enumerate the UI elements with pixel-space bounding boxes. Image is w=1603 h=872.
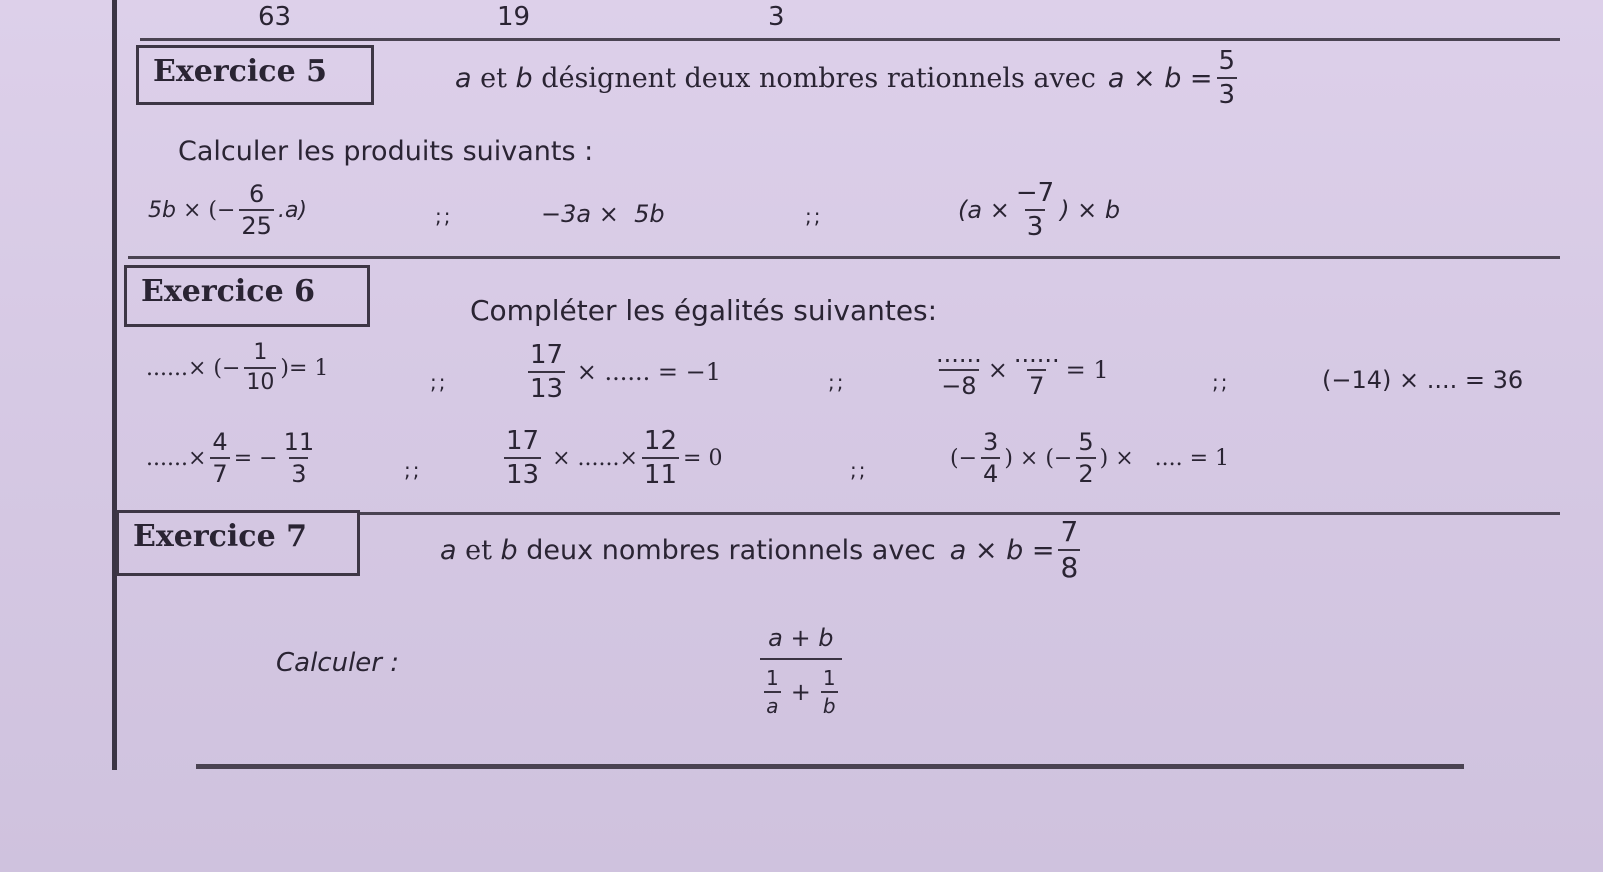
ex5-p3-frac: $\frac{-7}{3}$ (1015, 178, 1055, 242)
ex6-title: Exercice 6 (141, 274, 315, 309)
ex7-intro-text: deux nombres rationnels avec (526, 534, 936, 566)
left-border (112, 0, 117, 770)
ex7-expression: a + b $\frac{1}{a}$ + $\frac{1}{b}$ (760, 624, 842, 716)
ex6-sep-2: ;; (828, 370, 846, 394)
ex5-title-box (136, 45, 374, 105)
divider-ex5 (128, 256, 1560, 259)
ex6-title-box (124, 265, 370, 327)
var-a: a (455, 62, 472, 94)
ex6-sep-4: ;; (404, 458, 422, 482)
ex7-instruction: Calculer : (276, 648, 400, 678)
ex6-eq-3: $\frac{......}{-8}$ × $\frac{......}{7}$ = 1 (936, 340, 1109, 400)
ex6-eq-6: $\frac{17}{13}$ × ...... × $\frac{12}{11}$ = 0 (506, 426, 723, 490)
ex7-cond-frac: $\frac{7}{8}$ (1060, 515, 1079, 584)
ex5-product-1: 5b × (− $\frac{6}{25}$ .a) (148, 180, 308, 240)
ex7-numerator: a + b (768, 624, 834, 652)
ex6-eq-2: $\frac{17}{13}$ × ...... = −1 (530, 340, 722, 404)
ex7-title-box (116, 510, 360, 576)
ex6-sep-5: ;; (850, 458, 868, 482)
ex6-eq-5: ...... × $\frac{4}{7}$ = − $\frac{11}{3}$ (146, 428, 315, 488)
ex6-eq-4: (−14) × .... = 36 (1322, 366, 1524, 394)
var-b: b (515, 62, 533, 94)
ex5-title: Exercice 5 (153, 54, 327, 89)
ex6-eq-7: (− $\frac{3}{4}$ ) × (− $\frac{5}{2}$ ) × .... = 1 (950, 428, 1230, 488)
top-number-3: 3 (768, 2, 785, 32)
ex6-eq-1: ...... × (− $\frac{1}{10}$ )= 1 (146, 340, 329, 395)
ex5-cond-frac: $\frac{5}{3}$ (1218, 46, 1236, 110)
ex5-intro-text: désignent deux nombres rationnels avec (541, 62, 1096, 94)
ex6-sep-3: ;; (1212, 370, 1230, 394)
ex5-instruction: Calculer les produits suivants : (178, 136, 594, 167)
ex5-sep-1: ;; (435, 204, 453, 228)
divider-bottom (196, 764, 1464, 769)
ex7-title: Exercice 7 (133, 519, 307, 554)
ex6-sep-1: ;; (430, 370, 448, 394)
ex5-sep-2: ;; (805, 204, 823, 228)
ex5-product-3: (a × $\frac{-7}{3}$ ) × b (958, 178, 1121, 242)
ex5-product-2: −3a × 5b (541, 200, 665, 228)
divider-top (140, 38, 1560, 41)
ex5-p1-frac: $\frac{6}{25}$ (241, 180, 272, 240)
top-number-2: 19 (497, 2, 531, 32)
top-number-1: 63 (258, 2, 292, 32)
ex7-intro: a et b deux nombres rationnels avec a × b = $\frac{7}{8}$ (440, 515, 1079, 584)
ex5-intro: a et b désignent deux nombres rationnels avec a × b = $\frac{5}{3}$ (455, 46, 1236, 110)
divider-ex6 (360, 512, 1560, 515)
ex6-instruction: Compléter les égalités suivantes: (470, 294, 938, 327)
